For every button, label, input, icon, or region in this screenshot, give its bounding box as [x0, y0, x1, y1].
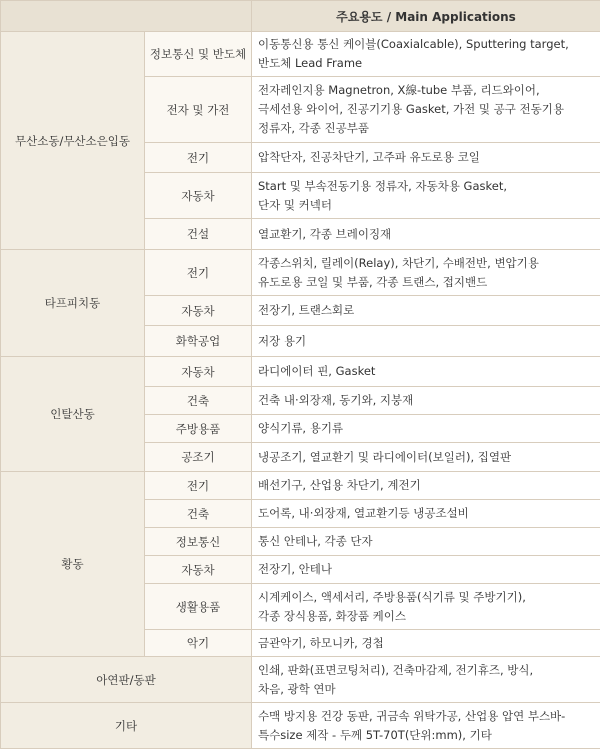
material-cell: 아연판/동판: [1, 657, 252, 703]
use-line: 건축 내·외장재, 동기와, 지붕재: [258, 393, 414, 407]
application-cell: 정보통신: [145, 528, 252, 556]
application-cell: 화학공업: [145, 326, 252, 357]
application-cell: 건축: [145, 500, 252, 528]
use-line: 저장 용기: [258, 333, 307, 348]
table-row: [1, 472, 600, 500]
use-line: 수맥 방지용 건강 동판, 귀금속 위탁가공, 산업용 압연 부스바-: [258, 708, 566, 723]
use-line: 열교환기, 각종 브레이징재: [258, 226, 392, 241]
use-line: 정류자, 각종 진공부품: [258, 121, 369, 135]
header-title: 주요용도 / Main Applications: [252, 1, 600, 32]
use-line: 라디에이터 핀, Gasket: [258, 364, 376, 378]
use-line: 통신 안테나, 각종 단자: [258, 534, 373, 548]
use-line: 도어록, 내·외장재, 열교환기등 냉공조설비: [258, 506, 469, 520]
application-cell: 건축: [145, 387, 252, 415]
application-cell: 건설: [145, 219, 252, 250]
material-cell: 황동: [1, 472, 145, 657]
application-cell: 자동차: [145, 556, 252, 584]
uses-cell: [252, 630, 600, 657]
use-line: 각종스위치, 릴레이(Relay), 차단기, 수배전반, 변압기용: [258, 255, 539, 270]
application-cell: 자동차: [145, 357, 252, 387]
table-row: [1, 357, 600, 387]
uses-cell: [252, 443, 600, 472]
application-cell: 전기: [145, 250, 252, 296]
header-blank-cell: [1, 1, 252, 32]
uses-cell: [252, 472, 600, 500]
application-cell: 생활용품: [145, 584, 252, 630]
use-line: 전장기, 안테나: [258, 562, 332, 576]
uses-cell: [252, 415, 600, 443]
use-line: 인쇄, 판화(표면코팅처리), 건축마감제, 전기휴즈, 방식,: [258, 662, 534, 677]
use-line: 이동통신용 통신 케이블(Coaxialcable), Sputtering target,: [258, 37, 569, 51]
use-line: 시계케이스, 액세서리, 주방용품(식기류 및 주방기기),: [258, 589, 526, 604]
table-row: [1, 32, 600, 77]
uses-cell: [252, 357, 600, 387]
use-line: 배선기구, 산업용 차단기, 계전기: [258, 478, 421, 492]
use-line: 전자레인지용 Magnetron, X線-tube 부품, 리드와이어,: [258, 83, 540, 97]
application-cell: 주방용품: [145, 415, 252, 443]
uses-cell: [252, 143, 600, 173]
material-cell: 인탈산동: [1, 357, 145, 472]
use-line: 특수size 제작 - 두께 5T-70T(단위:mm), 기타: [258, 727, 492, 742]
table-row: [1, 657, 600, 703]
uses-cell: [252, 32, 600, 77]
application-cell: 자동차: [145, 173, 252, 219]
uses-cell: [252, 296, 600, 326]
uses-cell: [252, 77, 600, 143]
application-cell: 전기: [145, 143, 252, 173]
use-line: 압착단자, 진공차단기, 고주파 유도로용 코일: [258, 150, 480, 164]
use-line: 반도체 Lead Frame: [258, 56, 363, 70]
uses-cell: [252, 500, 600, 528]
use-line: 금관악기, 하모니카, 경첩: [258, 635, 384, 650]
uses-cell: [252, 528, 600, 556]
application-cell: 자동차: [145, 296, 252, 326]
use-line: 차음, 광학 연마: [258, 681, 336, 696]
uses-cell: [252, 387, 600, 415]
material-cell: 기타: [1, 703, 252, 749]
uses-cell: [252, 584, 600, 630]
use-line: 각종 장식용품, 화장품 케이스: [258, 608, 406, 623]
table-row: [1, 250, 600, 296]
use-line: 양식기류, 용기류: [258, 421, 344, 435]
header-row: [1, 1, 600, 32]
table-row: [1, 703, 600, 749]
use-line: 냉공조기, 열교환기 및 라디에이터(보일러), 집열판: [258, 449, 512, 464]
use-line: 전장기, 트랜스회로: [258, 303, 355, 317]
uses-cell: [252, 703, 600, 749]
application-cell: 악기: [145, 630, 252, 657]
material-cell: 타프피치동: [1, 250, 145, 357]
application-cell: 전자 및 가전: [145, 77, 252, 143]
use-line: 극세선용 와이어, 진공기기용 Gasket, 가전 및 공구 전동기용: [258, 102, 564, 116]
use-line: 유도로용 코일 및 부품, 각종 트랜스, 접지밴드: [258, 274, 488, 289]
uses-cell: [252, 250, 600, 296]
uses-cell: [252, 219, 600, 250]
application-cell: 전기: [145, 472, 252, 500]
material-cell: 무산소동/무산소은입동: [1, 32, 145, 250]
use-line: Start 및 부속전동기용 정류자, 자동차용 Gasket,: [258, 178, 507, 193]
use-line: 단자 및 커넥터: [258, 197, 332, 212]
application-cell: 정보통신 및 반도체: [145, 32, 252, 77]
application-cell: 공조기: [145, 443, 252, 472]
uses-cell: [252, 326, 600, 357]
uses-cell: [252, 173, 600, 219]
uses-cell: [252, 556, 600, 584]
uses-cell: [252, 657, 600, 703]
